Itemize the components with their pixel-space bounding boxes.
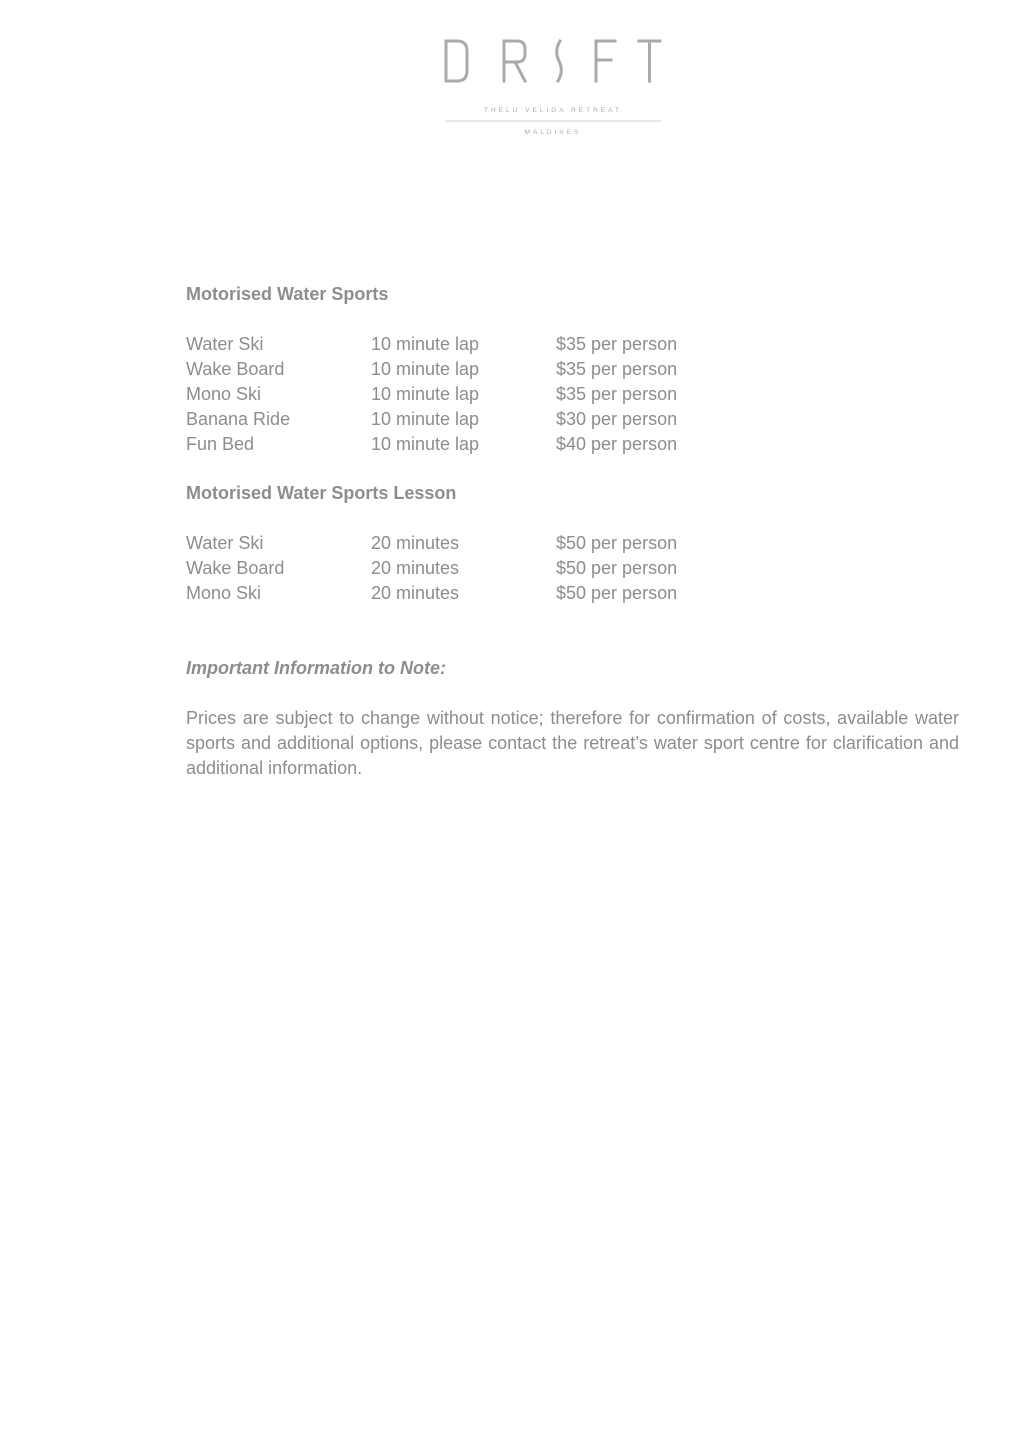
table-row (186, 432, 959, 457)
duration-cell: 20 minutes (371, 583, 460, 603)
activity-cell: Mono Ski (186, 583, 262, 603)
price-cell: $50 per person (556, 583, 678, 603)
table-row (186, 382, 959, 407)
table-row (186, 531, 959, 556)
drift-logo (443, 38, 663, 138)
price-cell: $30 per person (556, 409, 678, 429)
logo-tagline: THELU VELIGA RETREAT (484, 107, 622, 114)
section-title-lesson: Motorised Water Sports Lesson (186, 483, 457, 503)
price-cell: $35 per person (556, 359, 678, 379)
duration-cell: 10 minute lap (371, 434, 480, 454)
duration-cell: 10 minute lap (371, 359, 480, 379)
duration-cell: 20 minutes (371, 558, 460, 578)
section-title-motorised: Motorised Water Sports (186, 284, 389, 304)
price-list (186, 282, 959, 781)
activity-cell: Water Ski (186, 334, 264, 354)
activity-cell: Mono Ski (186, 384, 262, 404)
duration-cell: 20 minutes (371, 533, 460, 553)
motorised-price-table (186, 332, 959, 457)
price-cell: $40 per person (556, 434, 678, 454)
duration-cell: 10 minute lap (371, 334, 480, 354)
logo-location: MALDIVES (524, 129, 582, 136)
activity-cell: Water Ski (186, 533, 264, 553)
table-row (186, 556, 959, 581)
price-cell: $50 per person (556, 558, 678, 578)
price-cell: $35 per person (556, 334, 678, 354)
table-row (186, 357, 959, 382)
note-body: Prices are subject to change without notice; therefore for confirmation of costs, available water sports and additional options, please contact the retreat’s water sport centre for clarification and additional information. (186, 708, 959, 778)
duration-cell: 10 minute lap (371, 384, 480, 404)
lesson-price-table (186, 531, 959, 606)
activity-cell: Wake Board (186, 558, 285, 578)
table-row (186, 581, 959, 606)
note-title: Important Information to Note: (186, 658, 446, 678)
activity-cell: Fun Bed (186, 434, 255, 454)
table-row (186, 407, 959, 432)
price-cell: $50 per person (556, 533, 678, 553)
activity-cell: Banana Ride (186, 409, 291, 429)
activity-cell: Wake Board (186, 359, 285, 379)
price-cell: $35 per person (556, 384, 678, 404)
duration-cell: 10 minute lap (371, 409, 480, 429)
drift-logo-mark (443, 38, 663, 138)
table-row (186, 332, 959, 357)
